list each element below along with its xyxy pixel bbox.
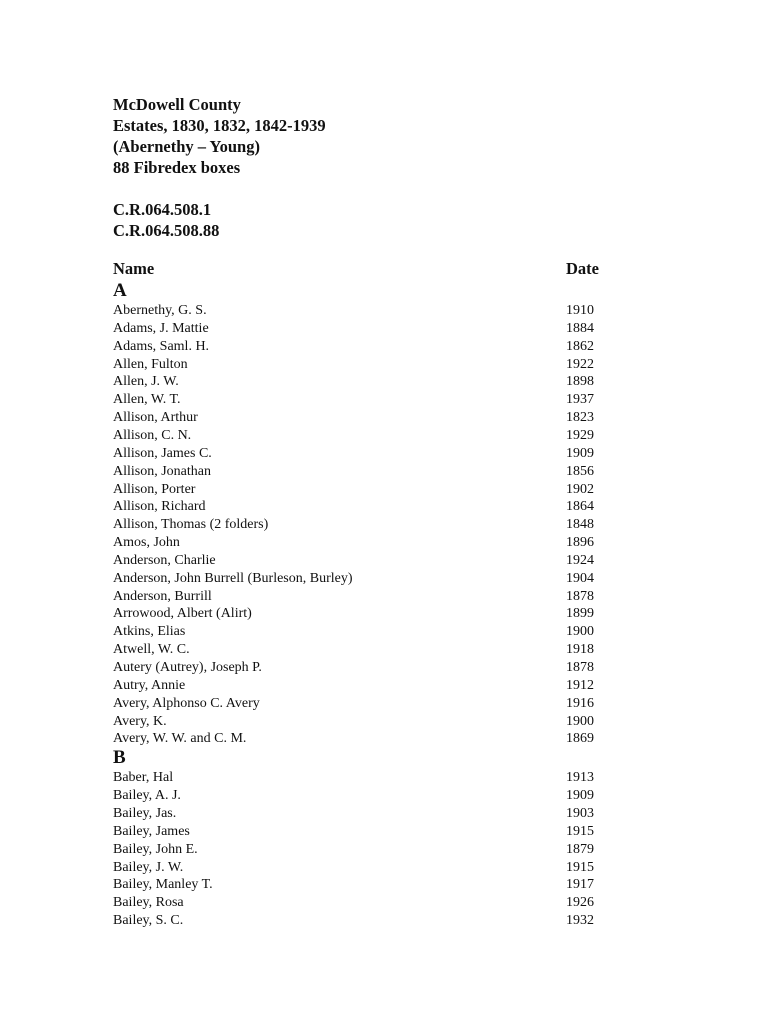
entry-date: 1937	[566, 392, 594, 408]
entry-name: Amos, John	[113, 535, 180, 551]
entry-name: Allison, Richard	[113, 499, 206, 515]
entry-name: Atkins, Elias	[113, 624, 186, 640]
call-number: C.R.064.508.88	[113, 221, 220, 240]
entry-date: 1929	[566, 427, 594, 443]
entry-name: Autry, Annie	[113, 677, 186, 693]
entry-name: Avery, Alphonso C. Avery	[113, 695, 260, 711]
entry-date: 1869	[566, 731, 594, 747]
entry-name: Baber, Hal	[113, 770, 174, 786]
entry-date: 1862	[566, 338, 594, 354]
entry-date: 1932	[566, 913, 594, 929]
entry-name: Bailey, James	[113, 823, 190, 839]
entry-name: Atwell, W. C.	[113, 642, 190, 658]
entry-date: 1884	[566, 320, 594, 336]
entry-date: 1900	[566, 713, 594, 729]
entry-name: Bailey, Manley T.	[113, 877, 213, 893]
entry-name: Avery, W. W. and C. M.	[113, 731, 247, 747]
entry-name: Allen, Fulton	[113, 356, 188, 372]
entry-name: Allison, Jonathan	[113, 463, 211, 479]
title-line: (Abernethy – Young)	[113, 137, 260, 156]
entry-date: 1896	[566, 535, 594, 551]
entry-name: Bailey, S. C.	[113, 913, 184, 929]
section-letter-a: A	[113, 280, 127, 301]
entry-name: Allison, C. N.	[113, 427, 192, 443]
document-title	[113, 94, 326, 178]
entry-date: 1917	[566, 877, 594, 893]
entry-date: 1924	[566, 552, 594, 568]
entry-date: 1904	[566, 570, 594, 586]
entry-name: Allison, Porter	[113, 481, 196, 497]
entry-name: Abernethy, G. S.	[113, 303, 207, 318]
entry-date: 1909	[566, 445, 594, 461]
entry-date: 1856	[566, 463, 594, 479]
entry-date: 1922	[566, 356, 594, 372]
title-line: 88 Fibredex boxes	[113, 158, 241, 177]
entry-name: Bailey, J. W.	[113, 859, 184, 875]
entry-date: 1909	[566, 788, 594, 804]
entry-name: Allison, Arthur	[113, 410, 198, 426]
entry-date: 1878	[566, 588, 594, 604]
entry-name: Allen, J. W.	[113, 374, 179, 390]
entry-date: 1864	[566, 499, 594, 515]
entry-date: 1910	[566, 303, 594, 318]
entry-date: 1848	[566, 517, 594, 533]
entry-date: 1916	[566, 695, 594, 711]
entry-name: Allen, W. T.	[113, 392, 181, 408]
entry-date: 1823	[566, 410, 594, 426]
entry-date: 1913	[566, 770, 594, 786]
entry-name: Allison, Thomas (2 folders)	[113, 517, 269, 533]
entry-date: 1898	[566, 374, 594, 390]
entry-name: Adams, Saml. H.	[113, 338, 210, 354]
name-column-header: Name	[113, 259, 155, 278]
entry-name: Bailey, Jas.	[113, 805, 177, 821]
entry-date: 1879	[566, 841, 594, 857]
entry-name: Allison, James C.	[113, 445, 212, 461]
entry-name: Autery (Autrey), Joseph P.	[113, 660, 262, 675]
entry-name: Anderson, Charlie	[113, 552, 216, 568]
entry-date: 1903	[566, 805, 594, 821]
entry-date: 1912	[566, 677, 594, 693]
entry-date: 1899	[566, 606, 594, 622]
entry-date: 1878	[566, 660, 594, 675]
entry-name: Anderson, Burrill	[113, 588, 212, 604]
entry-name: Anderson, John Burrell (Burleson, Burley)	[113, 570, 353, 586]
entry-name: Bailey, A. J.	[113, 788, 181, 804]
date-column-header: Date	[566, 259, 599, 278]
entry-name: Bailey, Rosa	[113, 895, 184, 911]
entry-name: Bailey, John E.	[113, 841, 198, 857]
call-number: C.R.064.508.1	[113, 200, 212, 219]
entry-name: Arrowood, Albert (Alirt)	[113, 606, 252, 622]
entry-date: 1915	[566, 823, 594, 839]
entry-date: 1900	[566, 624, 594, 640]
section-letter-b: B	[113, 747, 126, 769]
title-line: Estates, 1830, 1832, 1842-1939	[113, 116, 326, 135]
entry-name: Adams, J. Mattie	[113, 320, 209, 336]
entry-date: 1926	[566, 895, 594, 911]
entry-date: 1915	[566, 859, 594, 875]
entry-date: 1918	[566, 642, 594, 658]
entry-date: 1902	[566, 481, 594, 497]
entry-name: Avery, K.	[113, 713, 167, 729]
call-numbers	[113, 199, 219, 241]
title-line: McDowell County	[113, 95, 241, 114]
